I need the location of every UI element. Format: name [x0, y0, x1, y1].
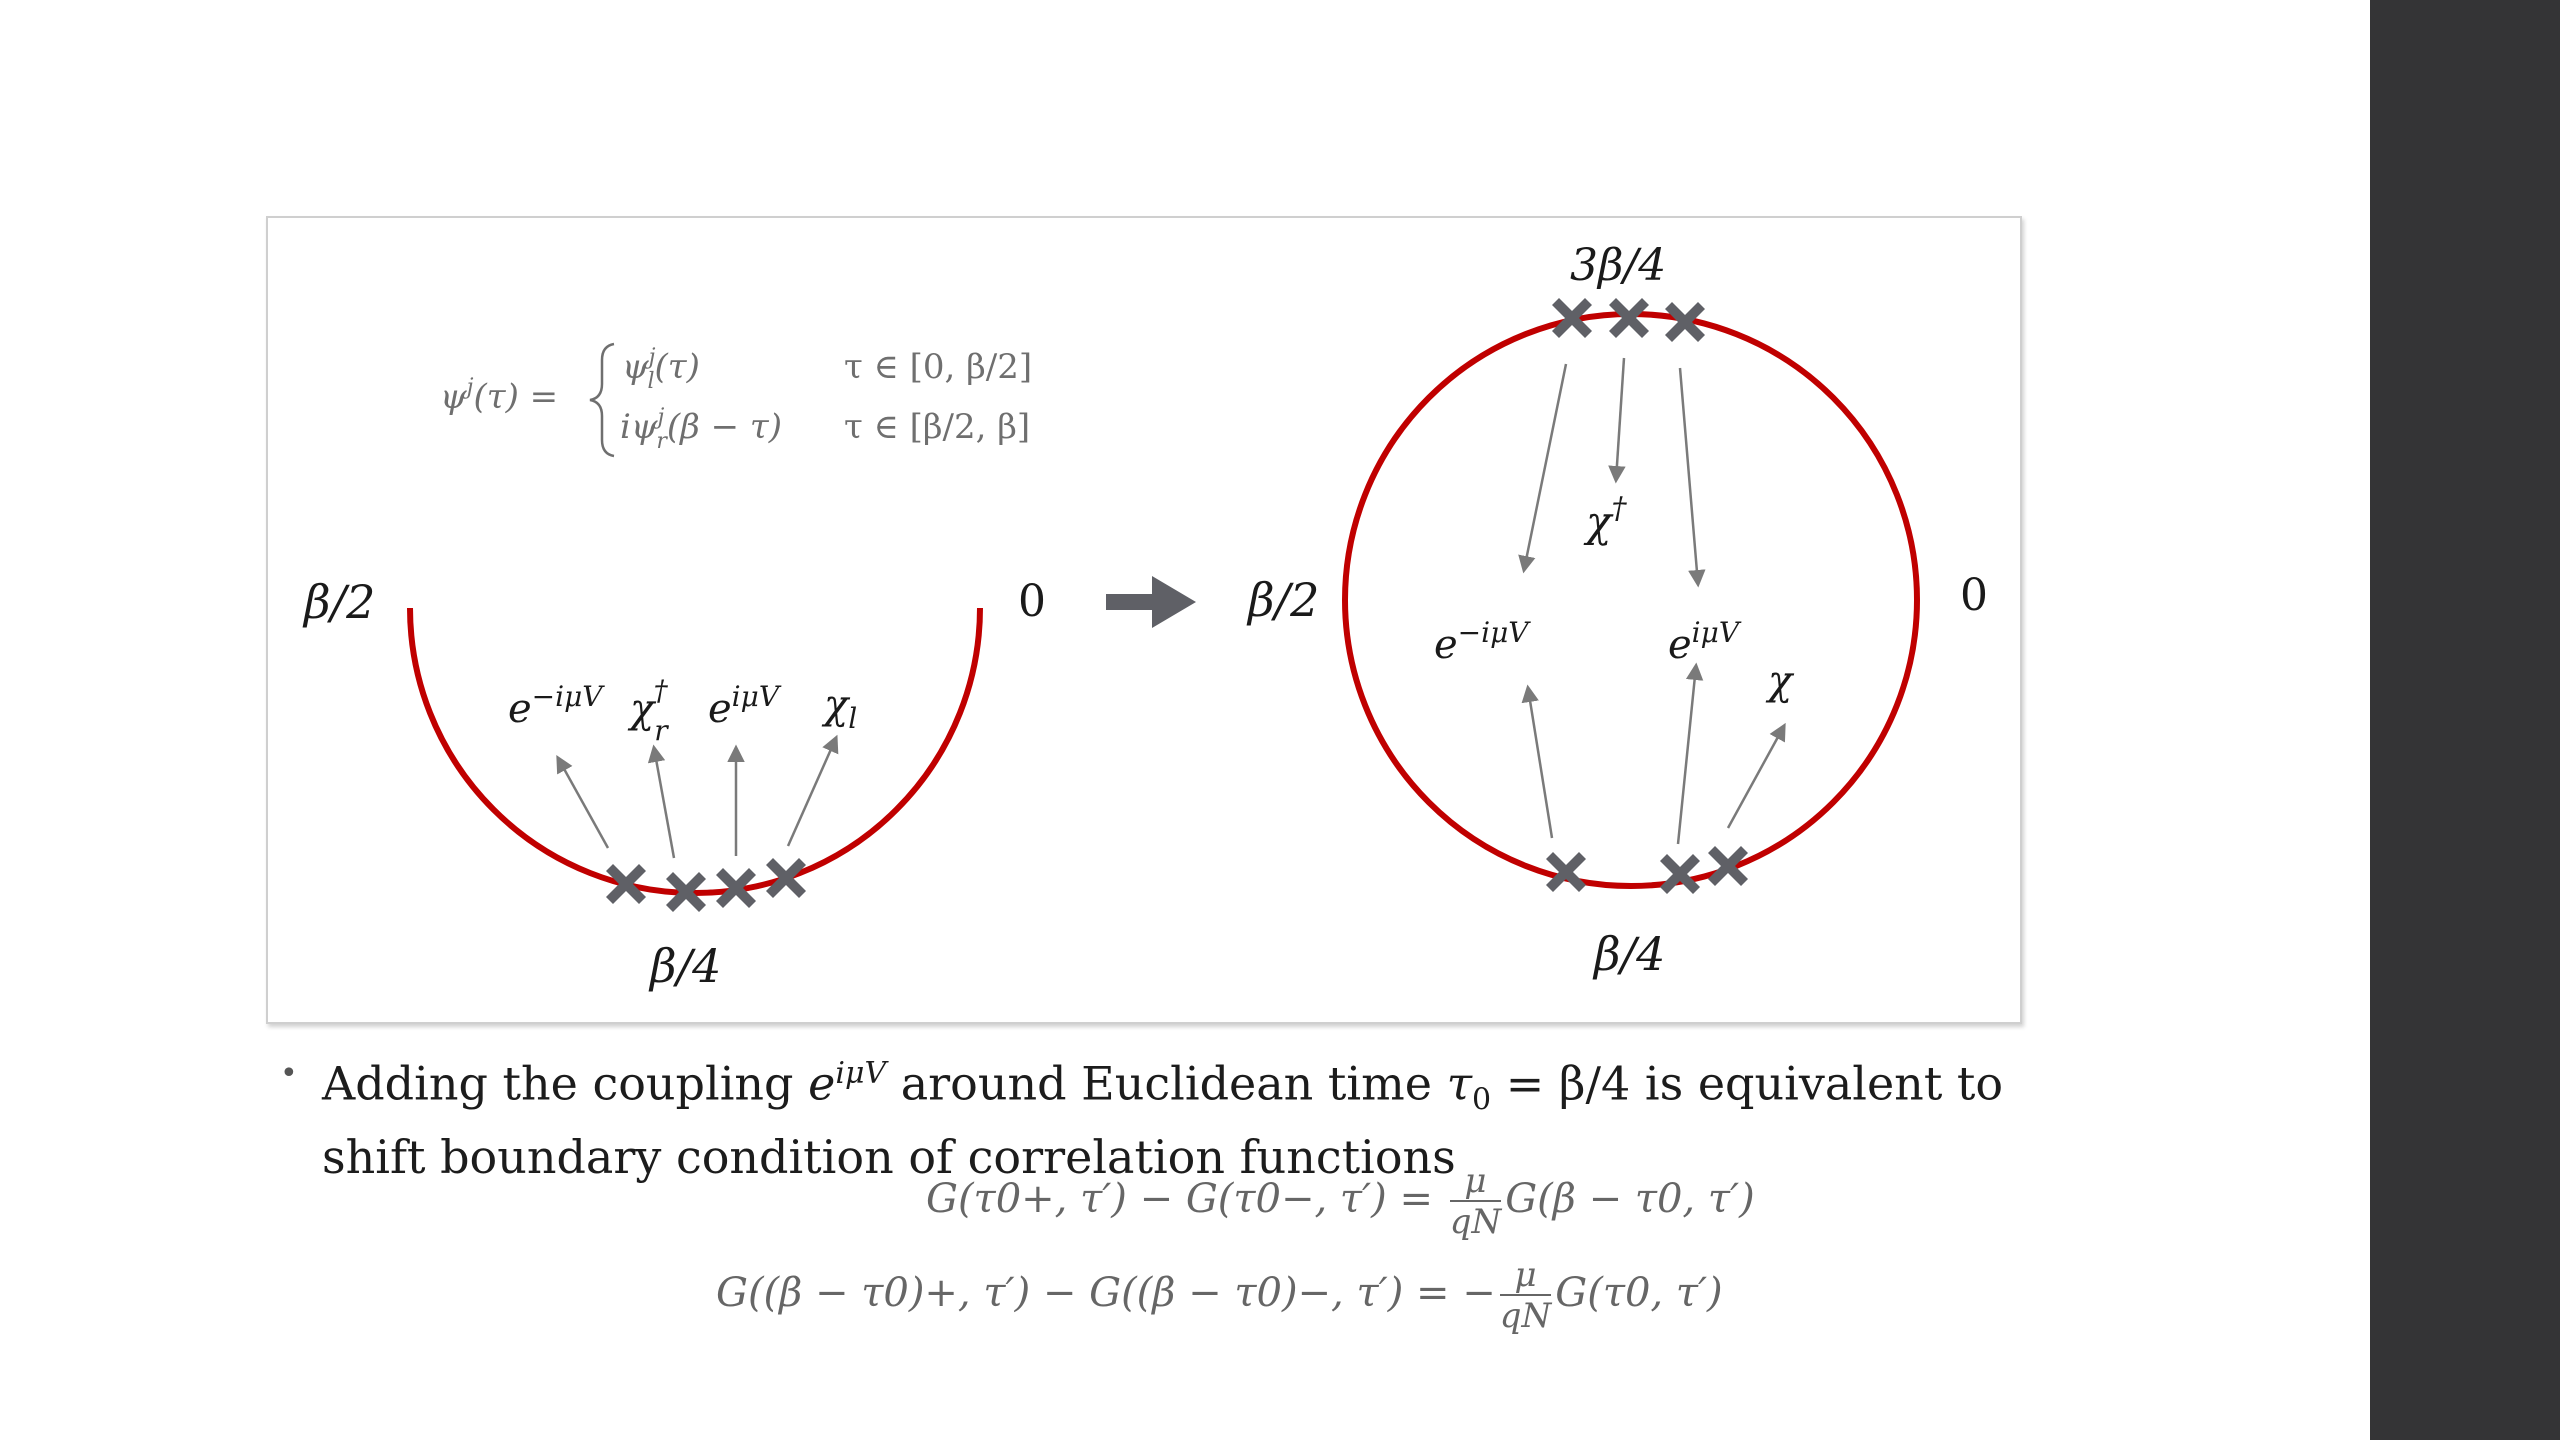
cross-marker [766, 858, 806, 898]
coupling-exponent: iμV [835, 1056, 887, 1091]
right-circle [1345, 314, 1917, 886]
svg-text:τ ∈ [0, β/2]: τ ∈ [0, β/2] [844, 347, 1033, 387]
transform-arrow [1106, 576, 1196, 628]
bullet-dot: • [280, 1056, 298, 1091]
eq2-rhs: G(τ0, τ′) [1555, 1270, 1723, 1316]
op-e-minus-right: $e^{-i\mu V}$ [1434, 616, 1529, 668]
piecewise-definition [440, 344, 1032, 456]
tau-subscript: 0 [1472, 1082, 1492, 1118]
diagram-figure [266, 216, 2022, 1024]
arrow-bottom-1 [1528, 688, 1552, 838]
right-label-beta-quarter: β/4 [1594, 927, 1666, 981]
arrow-to-e-plus-right [1680, 368, 1698, 584]
bullet-line-2: shift boundary condition of correlation functions [322, 1129, 1456, 1184]
svg-text:τ ∈ [β/2, β]: τ ∈ [β/2, β] [844, 407, 1031, 447]
eq2-fraction: $\frac{\mu}{qN}$ [1499, 1255, 1552, 1336]
left-label-beta-half: β/2 [304, 575, 376, 629]
right-label-zero: 0 [1960, 570, 1988, 621]
right-label-beta-half: β/2 [1248, 573, 1320, 627]
bullet-text-post: = β/4 is equivalent to [1491, 1056, 2004, 1111]
right-side-panel [2370, 0, 2560, 1440]
op-chi-l: $\chi_l$ [824, 682, 858, 735]
eq1-fraction: $\frac{\mu}{qN}$ [1449, 1161, 1502, 1242]
svg-text:iψjr(β − τ): $i\psi^j$ r(β − τ) [620, 405, 783, 454]
equation-1 [926, 1162, 1755, 1242]
equation-2 [716, 1256, 1723, 1336]
arrow-bottom-3 [1728, 726, 1784, 828]
svg-text:ψj(τ) =: $\psi^j(\tau)$ = [440, 375, 559, 417]
cross-marker [1609, 298, 1649, 338]
bullet-line-1 [322, 1046, 2040, 1129]
op-chi-dagger-right: χ† [1586, 491, 1627, 546]
op-e-minus-left: $e^{-i\mu V}$ [508, 680, 603, 732]
left-label-beta-quarter: β/4 [650, 939, 722, 993]
left-semicircle-arc [410, 608, 980, 893]
eq1-rhs: G(β − τ0, τ′) [1505, 1176, 1755, 1222]
arrow-to-e-minus-right [1524, 364, 1566, 570]
bullet-text-pre: Adding the coupling [322, 1056, 809, 1111]
op-e-plus-left: $e^{i\mu V}$ [708, 680, 780, 732]
coupling-base: e [808, 1056, 836, 1111]
left-label-zero: 0 [1018, 576, 1046, 627]
op-e-plus-right: $e^{i\mu V}$ [1668, 616, 1740, 668]
op-chi-r-dagger: $\chi_r\dagger$ [630, 674, 668, 747]
arrow-to-chi-dagger [1616, 358, 1624, 480]
op-chi-right: χ [1768, 658, 1793, 704]
eq2-lhs: G((β − τ0)+, τ′) − G((β − τ0)−, τ′) = − [716, 1270, 1496, 1316]
arrow-bottom-2 [1678, 666, 1696, 844]
tau-symbol: τ [1446, 1056, 1473, 1111]
arrow-chi-l [788, 738, 836, 846]
cross-marker [606, 864, 646, 904]
bullet-text-mid: around Euclidean time [886, 1056, 1447, 1111]
cross-marker [1660, 854, 1700, 894]
arrow-e-minus [558, 758, 608, 848]
right-label-three-quarter: 3β/4 [1570, 240, 1667, 291]
eq1-lhs: G(τ0+, τ′) − G(τ0−, τ′) = [926, 1176, 1433, 1222]
svg-text:ψjl(τ): $\psi^j$ l(τ) [622, 345, 700, 394]
arrow-chi-r-dagger [654, 748, 674, 858]
